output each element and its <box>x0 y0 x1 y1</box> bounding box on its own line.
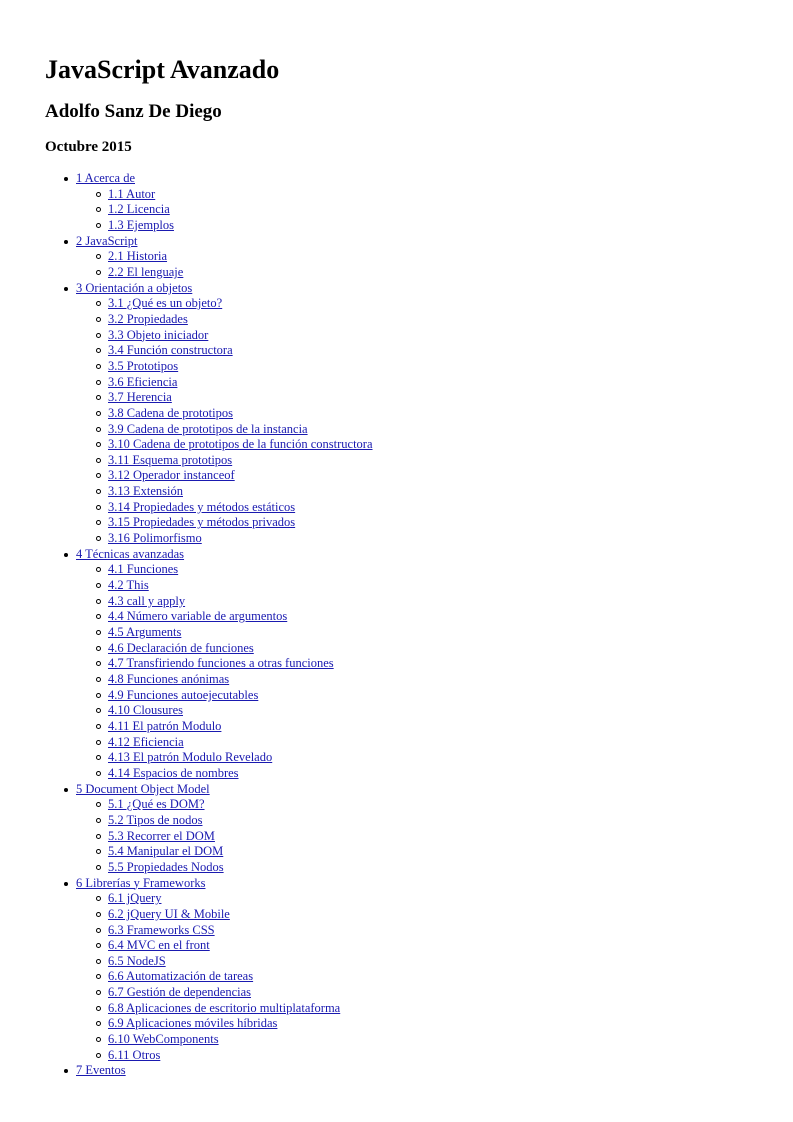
toc-subsection <box>108 750 373 766</box>
toc-subsection <box>108 656 373 672</box>
toc-sublink[interactable]: 6.5 NodeJS <box>108 953 166 968</box>
toc-subsection <box>108 938 373 954</box>
toc-subsection <box>108 375 373 391</box>
toc-sublink[interactable]: 3.3 Objeto iniciador <box>108 327 209 342</box>
toc-sublink[interactable]: 3.1 ¿Qué es un objeto? <box>108 296 223 311</box>
toc-sublink[interactable]: 4.12 Eficiencia <box>108 734 184 749</box>
toc-link[interactable]: 1 Acerca de <box>76 171 135 185</box>
toc-subsection <box>108 844 373 860</box>
toc-sublink[interactable]: 3.6 Eficiencia <box>108 374 178 389</box>
document-title: JavaScript Avanzado <box>45 55 280 84</box>
toc-sublink[interactable]: 4.14 Espacios de nombres <box>108 765 239 780</box>
toc-sublink[interactable]: 6.9 Aplicaciones móviles híbridas <box>108 1016 278 1031</box>
toc-subsection <box>108 1032 373 1048</box>
toc-subsection-list <box>76 891 373 1063</box>
toc-subsection <box>108 719 373 735</box>
toc-link[interactable]: 3 Orientación a objetos <box>76 280 193 295</box>
toc-subsection <box>108 907 373 923</box>
toc-subsection <box>108 484 373 500</box>
toc-subsection <box>108 813 373 829</box>
toc-subsection <box>108 249 373 265</box>
toc-subsection-list <box>76 296 373 547</box>
toc-subsection <box>108 1048 373 1064</box>
toc-subsection <box>108 923 373 939</box>
toc-subsection <box>108 609 373 625</box>
toc-subsection <box>108 985 373 1001</box>
toc-sublink[interactable]: 4.3 call y apply <box>108 593 186 608</box>
toc-section <box>76 876 373 1064</box>
toc-subsection-list <box>76 187 373 234</box>
toc-section <box>76 234 373 281</box>
toc-sublink[interactable]: 3.12 Operador instanceof <box>108 468 235 483</box>
toc-subsection-list <box>76 562 373 781</box>
toc-subsection-list <box>76 797 373 875</box>
toc-subsection <box>108 703 373 719</box>
toc-sublink[interactable]: 4.13 El patrón Modulo Revelado <box>108 750 273 765</box>
toc-sublink[interactable]: 4.4 Número variable de argumentos <box>108 609 288 624</box>
toc-sublink[interactable]: 3.5 Prototipos <box>108 358 179 373</box>
toc-subsection <box>108 688 373 704</box>
toc-sublink[interactable]: 4.11 El patrón Modulo <box>108 718 222 733</box>
toc-sublink[interactable]: 6.6 Automatización de tareas <box>108 969 254 984</box>
toc-subsection <box>108 829 373 845</box>
toc-subsection <box>108 672 373 688</box>
toc-link[interactable]: 7 Eventos <box>76 1063 126 1078</box>
toc-subsection <box>108 891 373 907</box>
toc-subsection <box>108 1001 373 1017</box>
toc-subsection <box>108 468 373 484</box>
toc-sublink[interactable]: 6.2 jQuery UI & Mobile <box>108 906 230 921</box>
document-date: Octubre 2015 <box>45 139 132 155</box>
toc-subsection <box>108 766 373 782</box>
toc-sublink[interactable]: 3.10 Cadena de prototipos de la función constructora <box>108 437 373 452</box>
toc-subsection <box>108 312 373 328</box>
toc-sublink[interactable]: 3.13 Extensión <box>108 484 183 499</box>
toc-subsection <box>108 594 373 610</box>
toc-sublink[interactable]: 4.7 Transfiriendo funciones a otras funciones <box>108 656 334 671</box>
toc-subsection <box>108 625 373 641</box>
toc-sublink[interactable]: 4.9 Funciones autoejecutables <box>108 687 259 702</box>
toc-sublink[interactable]: 5.3 Recorrer el DOM <box>108 828 215 843</box>
toc-subsection <box>108 390 373 406</box>
document-author: Adolfo Sanz De Diego <box>45 101 222 122</box>
toc-sublink[interactable]: 4.2 This <box>108 578 149 593</box>
toc-sublink[interactable]: 6.3 Frameworks CSS <box>108 922 215 937</box>
toc-subsection <box>108 422 373 438</box>
toc-sublink[interactable]: 4.5 Arguments <box>108 625 182 640</box>
toc-subsection <box>108 860 373 876</box>
toc-sublink[interactable]: 1.3 Ejemplos <box>108 217 174 232</box>
toc-link[interactable]: 6 Librerías y Frameworks <box>76 875 206 890</box>
toc-subsection <box>108 187 373 203</box>
table-of-contents <box>45 171 373 1079</box>
toc-subsection <box>108 531 373 547</box>
toc-sublink[interactable]: 4.10 Clousures <box>108 703 183 718</box>
toc-subsection <box>108 954 373 970</box>
toc-section <box>76 547 373 782</box>
toc-section <box>76 1063 373 1079</box>
toc-subsection <box>108 969 373 985</box>
toc-sublink[interactable]: 3.15 Propiedades y métodos privados <box>108 515 296 530</box>
toc-subsection <box>108 265 373 281</box>
toc-sublink[interactable]: 6.11 Otros <box>108 1047 161 1062</box>
toc-section <box>76 782 373 876</box>
toc-subsection <box>108 578 373 594</box>
toc-subsection <box>108 1016 373 1032</box>
toc-subsection <box>108 562 373 578</box>
toc-sublink[interactable]: 3.11 Esquema prototipos <box>108 452 233 467</box>
toc-sublink[interactable]: 3.9 Cadena de prototipos de la instancia <box>108 421 308 436</box>
toc-sublink[interactable]: 2.1 Historia <box>108 249 168 264</box>
toc-link[interactable]: 4 Técnicas avanzadas <box>76 546 185 561</box>
toc-sublink[interactable]: 6.8 Aplicaciones de escritorio multiplataforma <box>108 1000 341 1015</box>
toc-sublink[interactable]: 5.1 ¿Qué es DOM? <box>108 797 205 812</box>
toc-sublink[interactable]: 1.2 Licencia <box>108 202 170 217</box>
toc-sublink[interactable]: 3.7 Herencia <box>108 390 172 405</box>
toc-subsection-list <box>76 249 373 280</box>
toc-sublink[interactable]: 4.1 Funciones <box>108 562 179 577</box>
toc-sublink[interactable]: 3.4 Función constructora <box>108 343 233 358</box>
toc-subsection <box>108 437 373 453</box>
toc-link[interactable]: 5 Document Object Model <box>76 781 210 796</box>
toc-subsection <box>108 453 373 469</box>
toc-sublink[interactable]: 3.2 Propiedades <box>108 311 188 326</box>
toc-subsection <box>108 500 373 516</box>
toc-sublink[interactable]: 4.8 Funciones anónimas <box>108 672 230 686</box>
toc-subsection <box>108 641 373 657</box>
toc-subsection <box>108 343 373 359</box>
toc-subsection <box>108 735 373 751</box>
toc-subsection <box>108 359 373 375</box>
toc-link[interactable]: 2 JavaScript <box>76 233 138 248</box>
toc-subsection <box>108 296 373 312</box>
toc-subsection <box>108 202 373 218</box>
toc-sublink[interactable]: 6.7 Gestión de dependencias <box>108 985 252 1000</box>
toc-sublink[interactable]: 6.4 MVC en el front <box>108 938 210 953</box>
toc-section <box>76 281 373 547</box>
toc-sublink[interactable]: 5.5 Propiedades Nodos <box>108 859 224 874</box>
toc-sublink[interactable]: 4.6 Declaración de funciones <box>108 640 254 655</box>
toc-section <box>76 171 373 234</box>
toc-sublink[interactable]: 5.4 Manipular el DOM <box>108 844 224 859</box>
toc-sublink[interactable]: 6.10 WebComponents <box>108 1032 219 1047</box>
toc-subsection <box>108 328 373 344</box>
toc-subsection <box>108 797 373 813</box>
toc-sublink[interactable]: 3.8 Cadena de prototipos <box>108 405 233 420</box>
toc-sublink[interactable]: 1.1 Autor <box>108 186 156 201</box>
toc-subsection <box>108 515 373 531</box>
toc-sublink[interactable]: 3.14 Propiedades y métodos estáticos <box>108 499 296 514</box>
toc-subsection <box>108 218 373 234</box>
toc-sublink[interactable]: 2.2 El lenguaje <box>108 264 184 279</box>
toc-sublink[interactable]: 3.16 Polimorfismo <box>108 531 202 546</box>
toc-sublink[interactable]: 5.2 Tipos de nodos <box>108 812 203 827</box>
toc-sublink[interactable]: 6.1 jQuery <box>108 891 162 906</box>
toc-subsection <box>108 406 373 422</box>
